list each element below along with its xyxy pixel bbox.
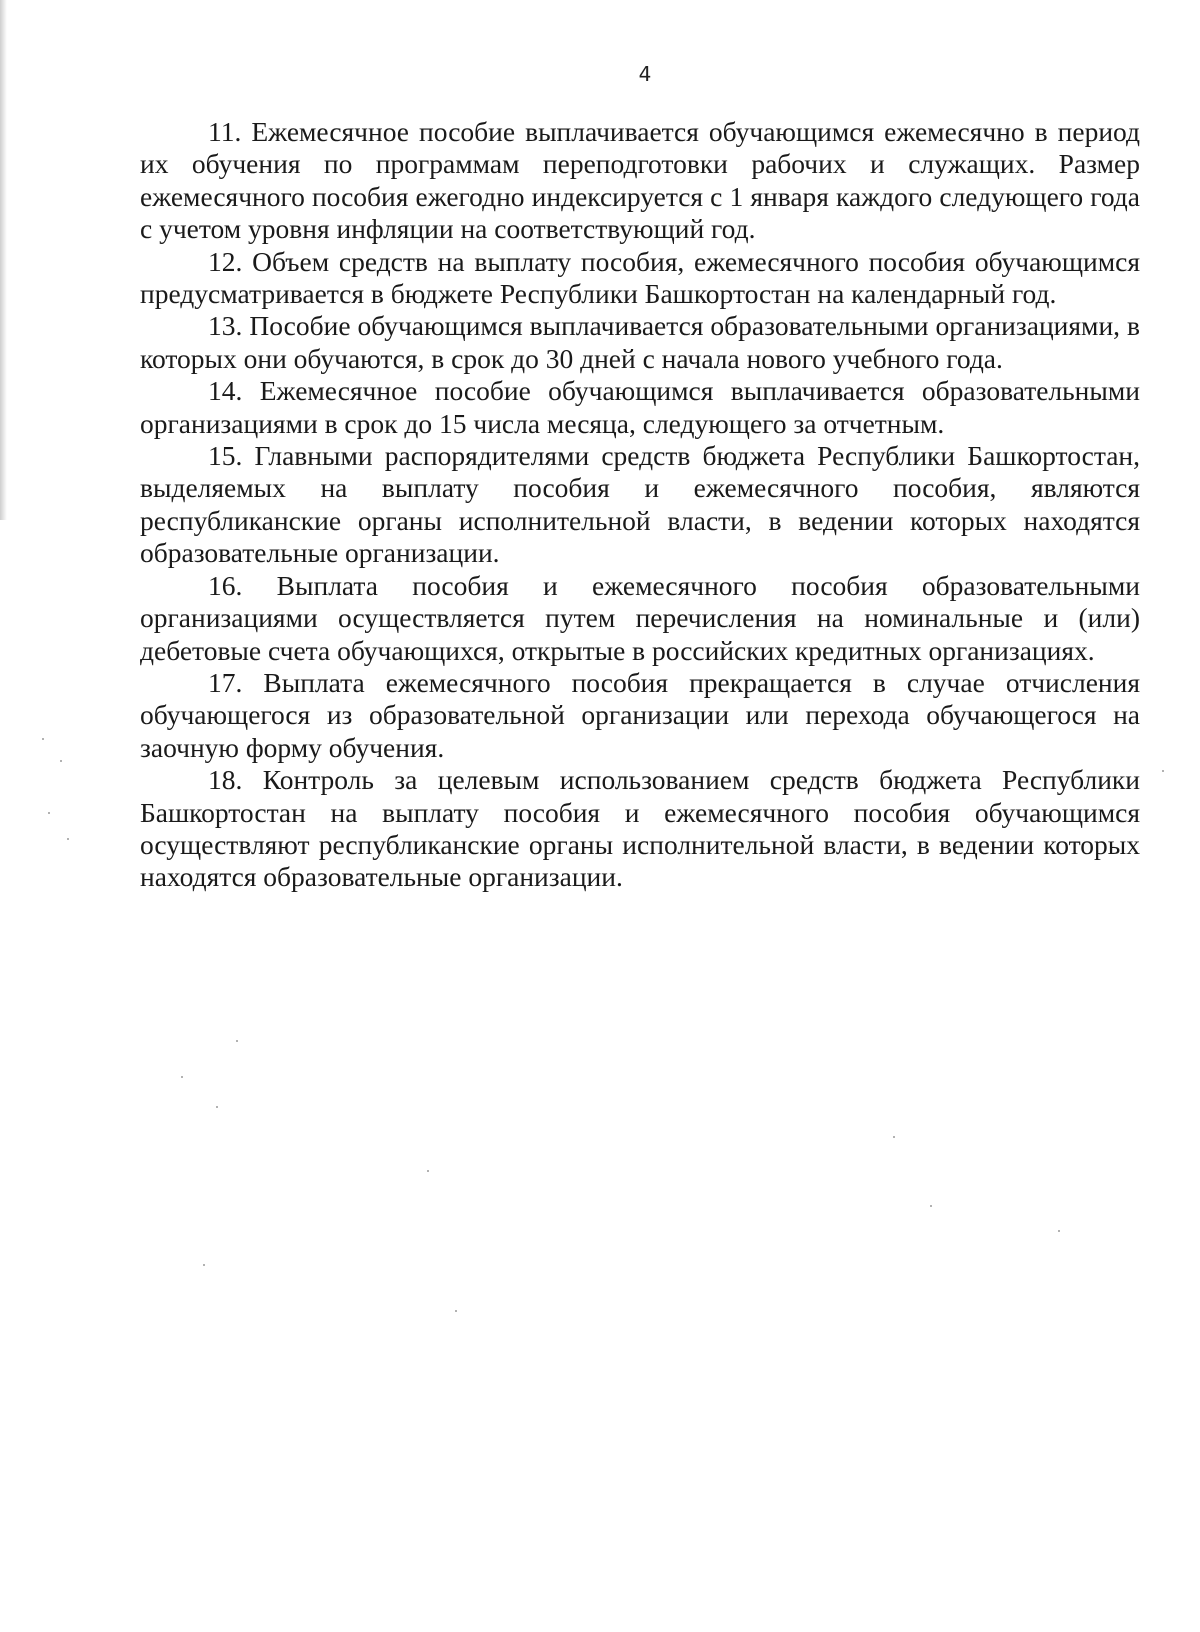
scan-speck xyxy=(427,1170,429,1172)
scan-speck xyxy=(1058,1230,1060,1232)
scan-speck xyxy=(48,812,50,814)
scan-speck xyxy=(42,738,44,740)
scan-speck xyxy=(930,1205,932,1207)
scan-speck xyxy=(216,1106,218,1108)
scan-speck xyxy=(1162,770,1164,772)
scan-speck xyxy=(67,838,69,840)
paragraph-15: 15. Главными распорядителями средств бюджета Республики Башкортостан, выделяемых на выплату пособия и ежемесячного пособия, являются республиканские органы исполнительной власти, в ведении которых находятся образовательные организации. xyxy=(140,440,1140,569)
scan-speck xyxy=(893,1136,895,1138)
scan-speck xyxy=(455,1310,457,1312)
page-number: 4 xyxy=(638,62,652,86)
paragraph-11: 11. Ежемесячное пособие выплачивается обучающимся ежемесячно в период их обучения по программам переподготовки рабочих и служащих. Размер ежемесячного пособия ежегодно индексируется с 1 января каждого следующего года с учетом уровня инфляции на соответствующий год. xyxy=(140,116,1140,245)
scan-speck xyxy=(203,1264,205,1266)
scan-speck xyxy=(236,1040,238,1042)
paragraph-17: 17. Выплата ежемесячного пособия прекращается в случае отчисления обучающегося из образовательной организации или перехода обучающегося на заочную форму обучения. xyxy=(140,666,1140,763)
paragraph-13: 13. Пособие обучающимся выплачивается образовательными организациями, в которых они обучаются, в срок до 30 дней с начала нового учебного года. xyxy=(140,310,1140,374)
paragraph-14: 14. Ежемесячное пособие обучающимся выплачивается образовательными организациями в срок до 15 числа месяца, следующего за отчетным. xyxy=(140,375,1140,439)
paragraph-18: 18. Контроль за целевым использованием средств бюджета Республики Башкортостан на выплату пособия и ежемесячного пособия обучающимся осуществляют республиканские органы исполнительной власти, в ведении которых находятся образовательные организации. xyxy=(140,764,1140,893)
paragraph-16: 16. Выплата пособия и ежемесячного пособия образовательными организациями осуществляется путем перечисления на номинальные и (или) дебетовые счета обучающихся, открытые в российских кредитных организациях. xyxy=(140,569,1140,666)
scan-speck xyxy=(60,760,62,762)
scan-speck xyxy=(181,1076,183,1078)
paragraph-12: 12. Объем средств на выплату пособия, ежемесячного пособия обучающимся предусматривается в бюджете Республики Башкортостан на календарный год. xyxy=(140,245,1140,310)
document-body xyxy=(140,116,1140,894)
